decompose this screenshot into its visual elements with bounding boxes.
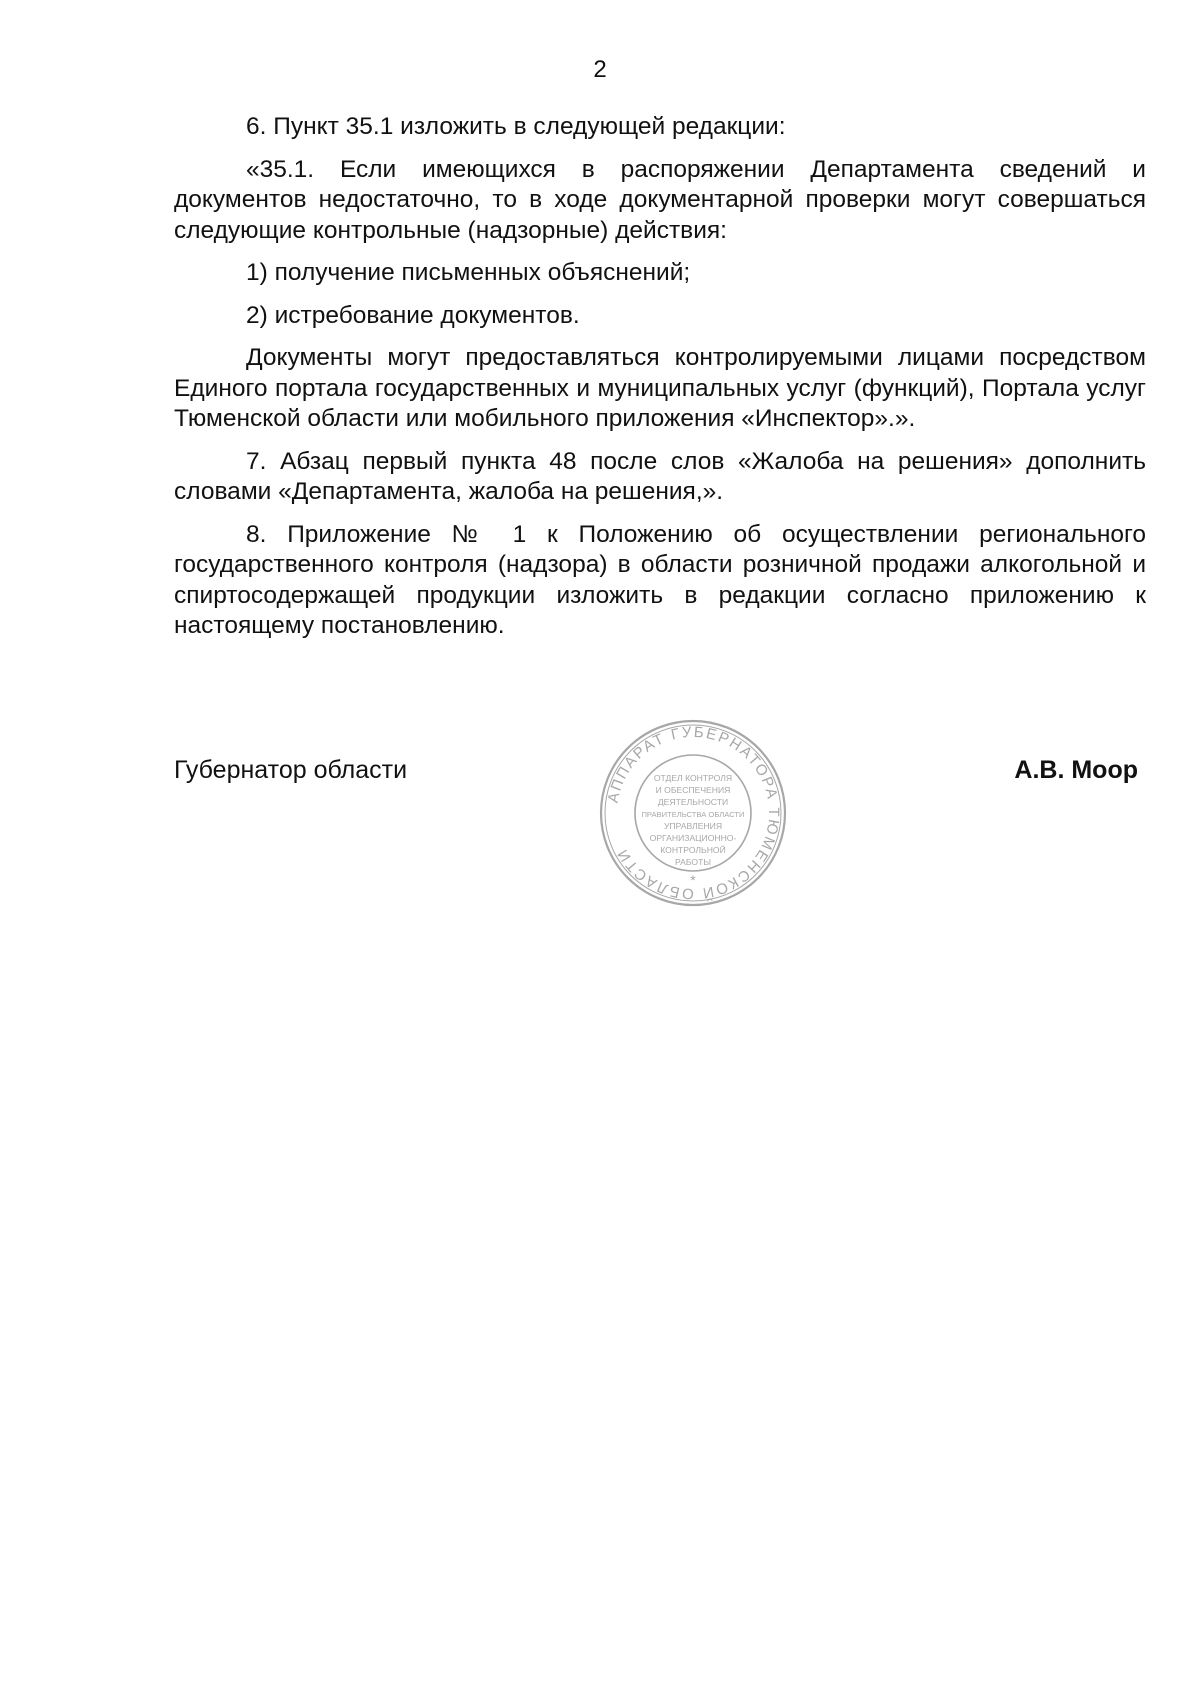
seal-center-line: ДЕЯТЕЛЬНОСТИ	[657, 797, 729, 807]
document-body	[174, 112, 1146, 654]
seal-center-line: КОНТРОЛЬНОЙ	[660, 845, 726, 855]
paragraph-item-6: 6. Пункт 35.1 изложить в следующей редакции:	[246, 113, 786, 140]
official-seal	[593, 713, 793, 913]
paragraph-documents: Документы могут предоставляться контролируемыми лицами посредством Единого портала государственных и муниципальных услуг (функций), Портала услуг Тюменской области или мобильного приложения «Инспектор».».	[174, 344, 1146, 432]
seal-center-line: ОРГАНИЗАЦИОННО-	[649, 833, 737, 843]
signatory-title: Губернатор области	[174, 756, 408, 784]
seal-ring-text: АППАРАТ ГУБЕРНАТОРА ТЮМЕНСКОЙ ОБЛАСТИ	[604, 723, 783, 903]
seal-center-line: И ОБЕСПЕЧЕНИЯ	[655, 785, 731, 795]
seal-center-line: РАБОТЫ	[675, 857, 711, 867]
signatory-name: А.В. Моор	[1014, 756, 1138, 784]
paragraph-item-8: 8. Приложение № 1 к Положению об осуществлении регионального государственного контроля (надзора) в области розничной продажи алкогольной и спиртосодержащей продукции изложить в редакции согласно приложению к настоящему постановлению.	[174, 520, 1146, 639]
seal-center-line: ПРАВИТЕЛЬСТВА ОБЛАСТИ	[641, 810, 745, 819]
seal-center-line: УПРАВЛЕНИЯ	[663, 821, 723, 831]
paragraph-list-2: 2) истребование документов.	[246, 301, 580, 329]
paragraph-35-1: «35.1. Если имеющихся в распоряжении Департамента сведений и документов недостаточно, то в ходе документарной проверки могут совершаться следующие контрольные (надзорные) действия:	[174, 155, 1146, 244]
page-number: 2	[593, 56, 607, 83]
seal-center-line: ОТДЕЛ КОНТРОЛЯ	[653, 773, 733, 783]
seal-icon	[593, 713, 793, 913]
paragraph-item-7: 7. Абзац первый пункта 48 после слов «Жалоба на решения» дополнить словами «Департамента, жалоба на решения,».	[174, 447, 1146, 505]
seal-star: *	[690, 872, 696, 888]
paragraph-list-1: 1) получение письменных объяснений;	[246, 259, 691, 286]
